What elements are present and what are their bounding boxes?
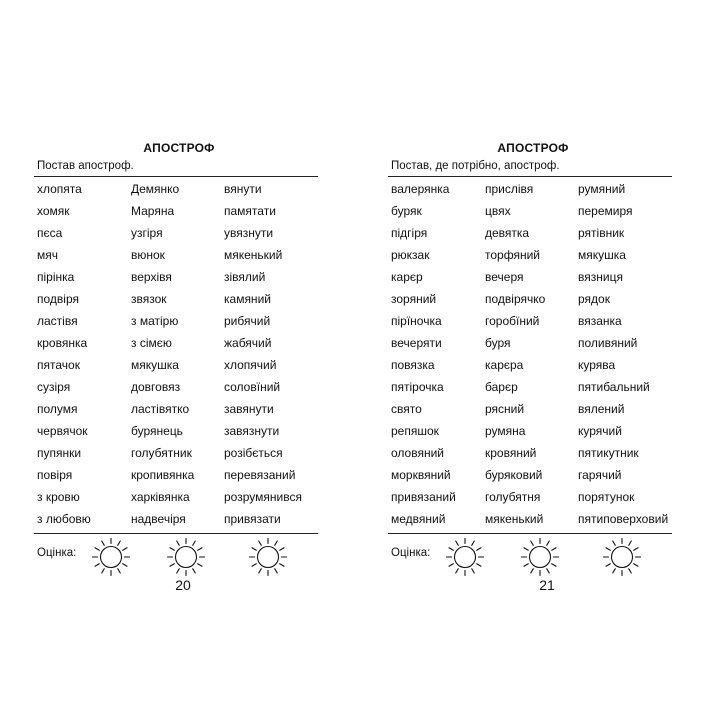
word-item[interactable]: мякенький — [224, 248, 283, 262]
word-item[interactable]: оловяний — [391, 446, 444, 460]
word-item[interactable]: румяна — [485, 424, 526, 438]
sun-icon[interactable] — [519, 536, 561, 578]
word-item[interactable]: Маряна — [131, 204, 175, 218]
word-item[interactable]: кровянка — [37, 336, 88, 350]
word-item[interactable]: Демянко — [131, 182, 180, 196]
word-item[interactable]: торфяний — [485, 248, 540, 262]
exercise-instruction: Постав апостроф. — [37, 160, 134, 172]
word-item[interactable]: морквяний — [391, 468, 451, 482]
word-item[interactable]: пупянки — [37, 446, 82, 460]
word-item[interactable]: подвіря — [37, 292, 79, 306]
word-item[interactable]: мякенький — [485, 512, 544, 526]
word-item[interactable]: медвяний — [391, 512, 446, 526]
word-item[interactable]: вязниця — [578, 270, 623, 284]
divider-line — [388, 533, 672, 534]
word-item[interactable]: перевязаний — [224, 468, 296, 482]
word-item[interactable]: жабячий — [224, 336, 272, 350]
word-item[interactable]: харківянка — [131, 490, 190, 504]
word-item[interactable]: розібється — [224, 446, 283, 460]
word-item[interactable]: кропивянка — [131, 468, 195, 482]
word-item[interactable]: гарячий — [578, 468, 622, 482]
word-item[interactable]: пятірочка — [391, 380, 444, 394]
word-item[interactable]: румяний — [578, 182, 626, 196]
word-item[interactable]: розрумянився — [224, 490, 302, 504]
rating-row — [34, 535, 324, 579]
word-item[interactable]: рюкзак — [391, 248, 430, 262]
word-item[interactable]: довговяз — [131, 380, 181, 394]
word-item[interactable]: увязнути — [224, 226, 274, 240]
word-item[interactable]: пєса — [37, 226, 63, 240]
word-item[interactable]: узгіря — [131, 226, 163, 240]
word-item[interactable]: підгіря — [391, 226, 428, 240]
word-item[interactable]: порятунок — [578, 490, 635, 504]
sun-icon[interactable] — [90, 536, 132, 578]
word-item[interactable]: пірінка — [37, 270, 75, 284]
rating-label: Оцінка: — [37, 547, 77, 559]
word-item[interactable]: вялений — [578, 402, 625, 416]
word-item[interactable]: звязок — [131, 292, 167, 306]
page-number: 20 — [175, 577, 191, 593]
word-item[interactable]: барєр — [485, 380, 518, 394]
word-item[interactable]: хлопята — [37, 182, 82, 196]
word-item[interactable]: памятати — [224, 204, 276, 218]
word-item[interactable]: мякушка — [131, 358, 179, 372]
word-item[interactable]: привязаний — [391, 490, 456, 504]
word-item[interactable]: цвях — [485, 204, 511, 218]
word-item[interactable]: мяч — [37, 248, 58, 262]
word-item[interactable]: буряковий — [485, 468, 543, 482]
word-item[interactable]: завянути — [224, 402, 274, 416]
word-item[interactable]: пятачок — [37, 358, 80, 372]
word-item[interactable]: голубятня — [485, 490, 541, 504]
word-grid — [37, 178, 327, 530]
word-item[interactable]: надвечіря — [131, 512, 186, 526]
word-item[interactable]: повіря — [37, 468, 73, 482]
word-item[interactable]: рясний — [485, 402, 525, 416]
word-item[interactable]: поливяний — [578, 336, 638, 350]
word-item[interactable]: з сімєю — [131, 336, 172, 350]
word-item[interactable]: кровяний — [485, 446, 537, 460]
word-item[interactable]: прислівя — [485, 182, 534, 196]
word-item[interactable]: мякушка — [578, 248, 626, 262]
exercise-instruction: Постав, де потрібно, апостроф. — [391, 160, 560, 172]
word-item[interactable]: зівялий — [224, 270, 266, 284]
word-item[interactable]: камяний — [224, 292, 271, 306]
word-item[interactable]: пірїночка — [391, 314, 442, 328]
word-item[interactable]: ластівятко — [131, 402, 190, 416]
word-item[interactable]: повязка — [391, 358, 435, 372]
word-item[interactable]: пятиповерховий — [578, 512, 669, 526]
word-item[interactable]: курячий — [578, 424, 622, 438]
rating-row — [388, 535, 678, 579]
word-item[interactable]: з любовю — [37, 512, 91, 526]
word-item[interactable]: вянути — [224, 182, 262, 196]
word-item[interactable]: вязанка — [578, 314, 622, 328]
word-item[interactable]: пятикутник — [578, 446, 639, 460]
sun-icon[interactable] — [444, 536, 486, 578]
word-item[interactable]: сузіря — [37, 380, 71, 394]
word-item[interactable]: соловїний — [224, 380, 281, 394]
word-item[interactable]: подвірячко — [485, 292, 546, 306]
word-item[interactable]: завязнути — [224, 424, 280, 438]
page-21 — [388, 0, 688, 720]
word-item[interactable]: карєр — [391, 270, 423, 284]
word-item[interactable]: пятибальний — [578, 380, 650, 394]
sun-icon[interactable] — [247, 536, 289, 578]
word-item[interactable]: буряк — [391, 204, 422, 218]
word-item[interactable]: з кровю — [37, 490, 80, 504]
word-item[interactable]: девятка — [485, 226, 530, 240]
page-title: АПОСТРОФ — [143, 141, 215, 155]
word-item[interactable]: горобїний — [485, 314, 540, 328]
word-item[interactable]: вечеряти — [391, 336, 442, 350]
word-item[interactable]: зоряний — [391, 292, 437, 306]
word-item[interactable]: верхівя — [131, 270, 172, 284]
word-item[interactable]: хлопячий — [224, 358, 277, 372]
word-item[interactable]: голубятник — [131, 446, 192, 460]
word-item[interactable]: курява — [578, 358, 616, 372]
page-20 — [34, 0, 334, 720]
word-item[interactable]: полумя — [37, 402, 78, 416]
divider-line — [388, 176, 672, 177]
rating-label: Оцінка: — [391, 547, 431, 559]
word-item[interactable]: буря — [485, 336, 511, 350]
sun-icon[interactable] — [601, 536, 643, 578]
word-item[interactable]: рядок — [578, 292, 610, 306]
word-item[interactable]: рятівник — [578, 226, 625, 240]
word-item[interactable]: свято — [391, 402, 422, 416]
word-item[interactable]: вечеря — [485, 270, 524, 284]
word-item[interactable]: хомяк — [37, 204, 70, 218]
divider-line — [34, 176, 318, 177]
word-item[interactable]: вюнок — [131, 248, 165, 262]
word-item[interactable]: ластівя — [37, 314, 78, 328]
word-grid — [391, 178, 681, 530]
word-item[interactable]: червячок — [37, 424, 88, 438]
word-item[interactable]: перемиря — [578, 204, 633, 218]
word-item[interactable]: рибячий — [224, 314, 271, 328]
page-number: 21 — [539, 577, 555, 593]
page-title: АПОСТРОФ — [497, 141, 569, 155]
divider-line — [34, 533, 318, 534]
word-item[interactable]: привязати — [224, 512, 281, 526]
sun-icon[interactable] — [165, 536, 207, 578]
word-item[interactable]: з матірю — [131, 314, 179, 328]
word-item[interactable]: карєра — [485, 358, 524, 372]
word-item[interactable]: бурянець — [131, 424, 183, 438]
word-item[interactable]: валерянка — [391, 182, 450, 196]
word-item[interactable]: репяшок — [391, 424, 439, 438]
